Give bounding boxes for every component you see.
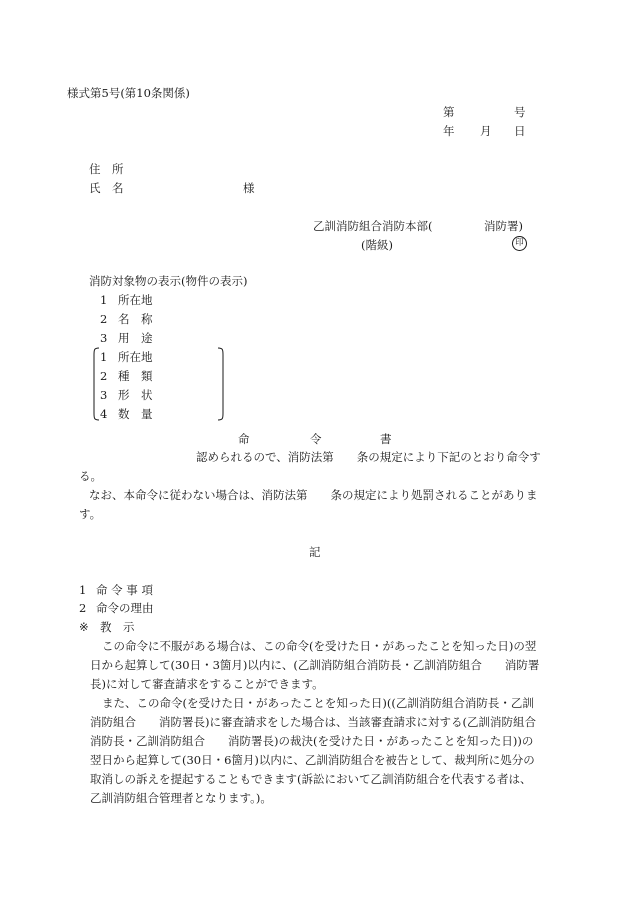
instruction-line-2: 日から起算して(30日・3箇月)以内に、(乙訓消防組合消防長・乙訓消防組合 消防署 — [90, 658, 540, 672]
instruction-line-8: 取消しの訴えを提起することもできます(訴訟において乙訓消防組合を代表する者は、 — [90, 772, 532, 786]
alt-item-2-num: 2 — [100, 369, 108, 383]
property-item-1-num: 1 — [100, 293, 108, 307]
title-char-1: 命 — [238, 432, 250, 446]
instruction-line-7: 翌日から起算して(30日・6箇月)以内に、乙訓消防組合を被告として、裁判所に処分の — [90, 753, 535, 767]
body-line-1-cont: る。 — [79, 469, 102, 483]
doc-number-suffix: 号 — [514, 105, 526, 119]
date-year: 年 — [443, 124, 455, 138]
date-day: 日 — [514, 124, 526, 138]
recipient-honorific: 様 — [243, 181, 255, 195]
property-item-2-label: 名 称 — [118, 312, 153, 326]
ki-heading: 記 — [309, 545, 321, 559]
property-item-1-label: 所在地 — [118, 293, 153, 307]
recipient-name-label: 氏 名 — [89, 181, 124, 195]
alt-item-1-num: 1 — [100, 350, 108, 364]
instruction-line-6: 消防長・乙訓消防組合 消防署長)の裁決(を受けた日・があったことを知った日))の — [90, 734, 534, 748]
instruction-line-1: この命令に不服がある場合は、この命令(を受けた日・があったことを知った日)の翌 — [102, 639, 537, 653]
section-2-label: 命令の理由 — [96, 601, 154, 615]
body-line-2: なお、本命令に従わない場合は、消防法第 条の規定により処罰されることがありま — [89, 488, 538, 502]
body-line-2-cont: す。 — [79, 507, 102, 521]
instruction-line-4: また、この命令(を受けた日・があったことを知った日)((乙訓消防組合消防長・乙訓 — [102, 696, 534, 710]
property-item-3-num: 3 — [100, 331, 108, 345]
alt-item-4-num: 4 — [100, 407, 108, 421]
title-char-3: 書 — [380, 432, 392, 446]
alt-item-3-num: 3 — [100, 388, 108, 402]
date-month: 月 — [480, 124, 492, 138]
property-heading: 消防対象物の表示(物件の表示) — [89, 274, 248, 288]
alt-item-1-label: 所在地 — [118, 350, 153, 364]
property-item-3-label: 用 途 — [118, 331, 153, 345]
recipient-address-label: 住 所 — [89, 162, 124, 176]
seal-mark: 印 — [512, 236, 527, 251]
section-1-label: 命 令 事 項 — [96, 583, 153, 597]
issuer-rank: (階級) — [361, 238, 393, 252]
section-note-label: 教 示 — [100, 620, 135, 634]
alt-item-2-label: 種 類 — [118, 369, 153, 383]
alt-item-4-label: 数 量 — [118, 407, 153, 421]
property-item-2-num: 2 — [100, 312, 108, 326]
instruction-line-9: 乙訓消防組合管理者となります。)。 — [90, 791, 272, 805]
issuer-org: 乙訓消防組合消防本部( — [313, 219, 433, 233]
issuer-station: 消防署) — [484, 219, 523, 233]
instruction-line-3: 長)に対して審査請求をすることができます。 — [90, 677, 324, 691]
right-bracket — [216, 347, 226, 421]
form-label: 様式第5号(第10条関係) — [67, 86, 190, 100]
title-char-2: 令 — [310, 432, 322, 446]
alt-item-3-label: 形 状 — [118, 388, 153, 402]
body-line-1: 認められるので、消防法第 条の規定により下記のとおり命令す — [196, 450, 541, 464]
instruction-line-5: 消防組合 消防署長)に審査請求をした場合は、当該審査請求に対する(乙訓消防組合 — [90, 715, 536, 729]
doc-number-prefix: 第 — [443, 105, 455, 119]
section-note-mark: ※ — [79, 620, 89, 634]
section-1-num: 1 — [79, 583, 87, 597]
section-2-num: 2 — [79, 601, 87, 615]
